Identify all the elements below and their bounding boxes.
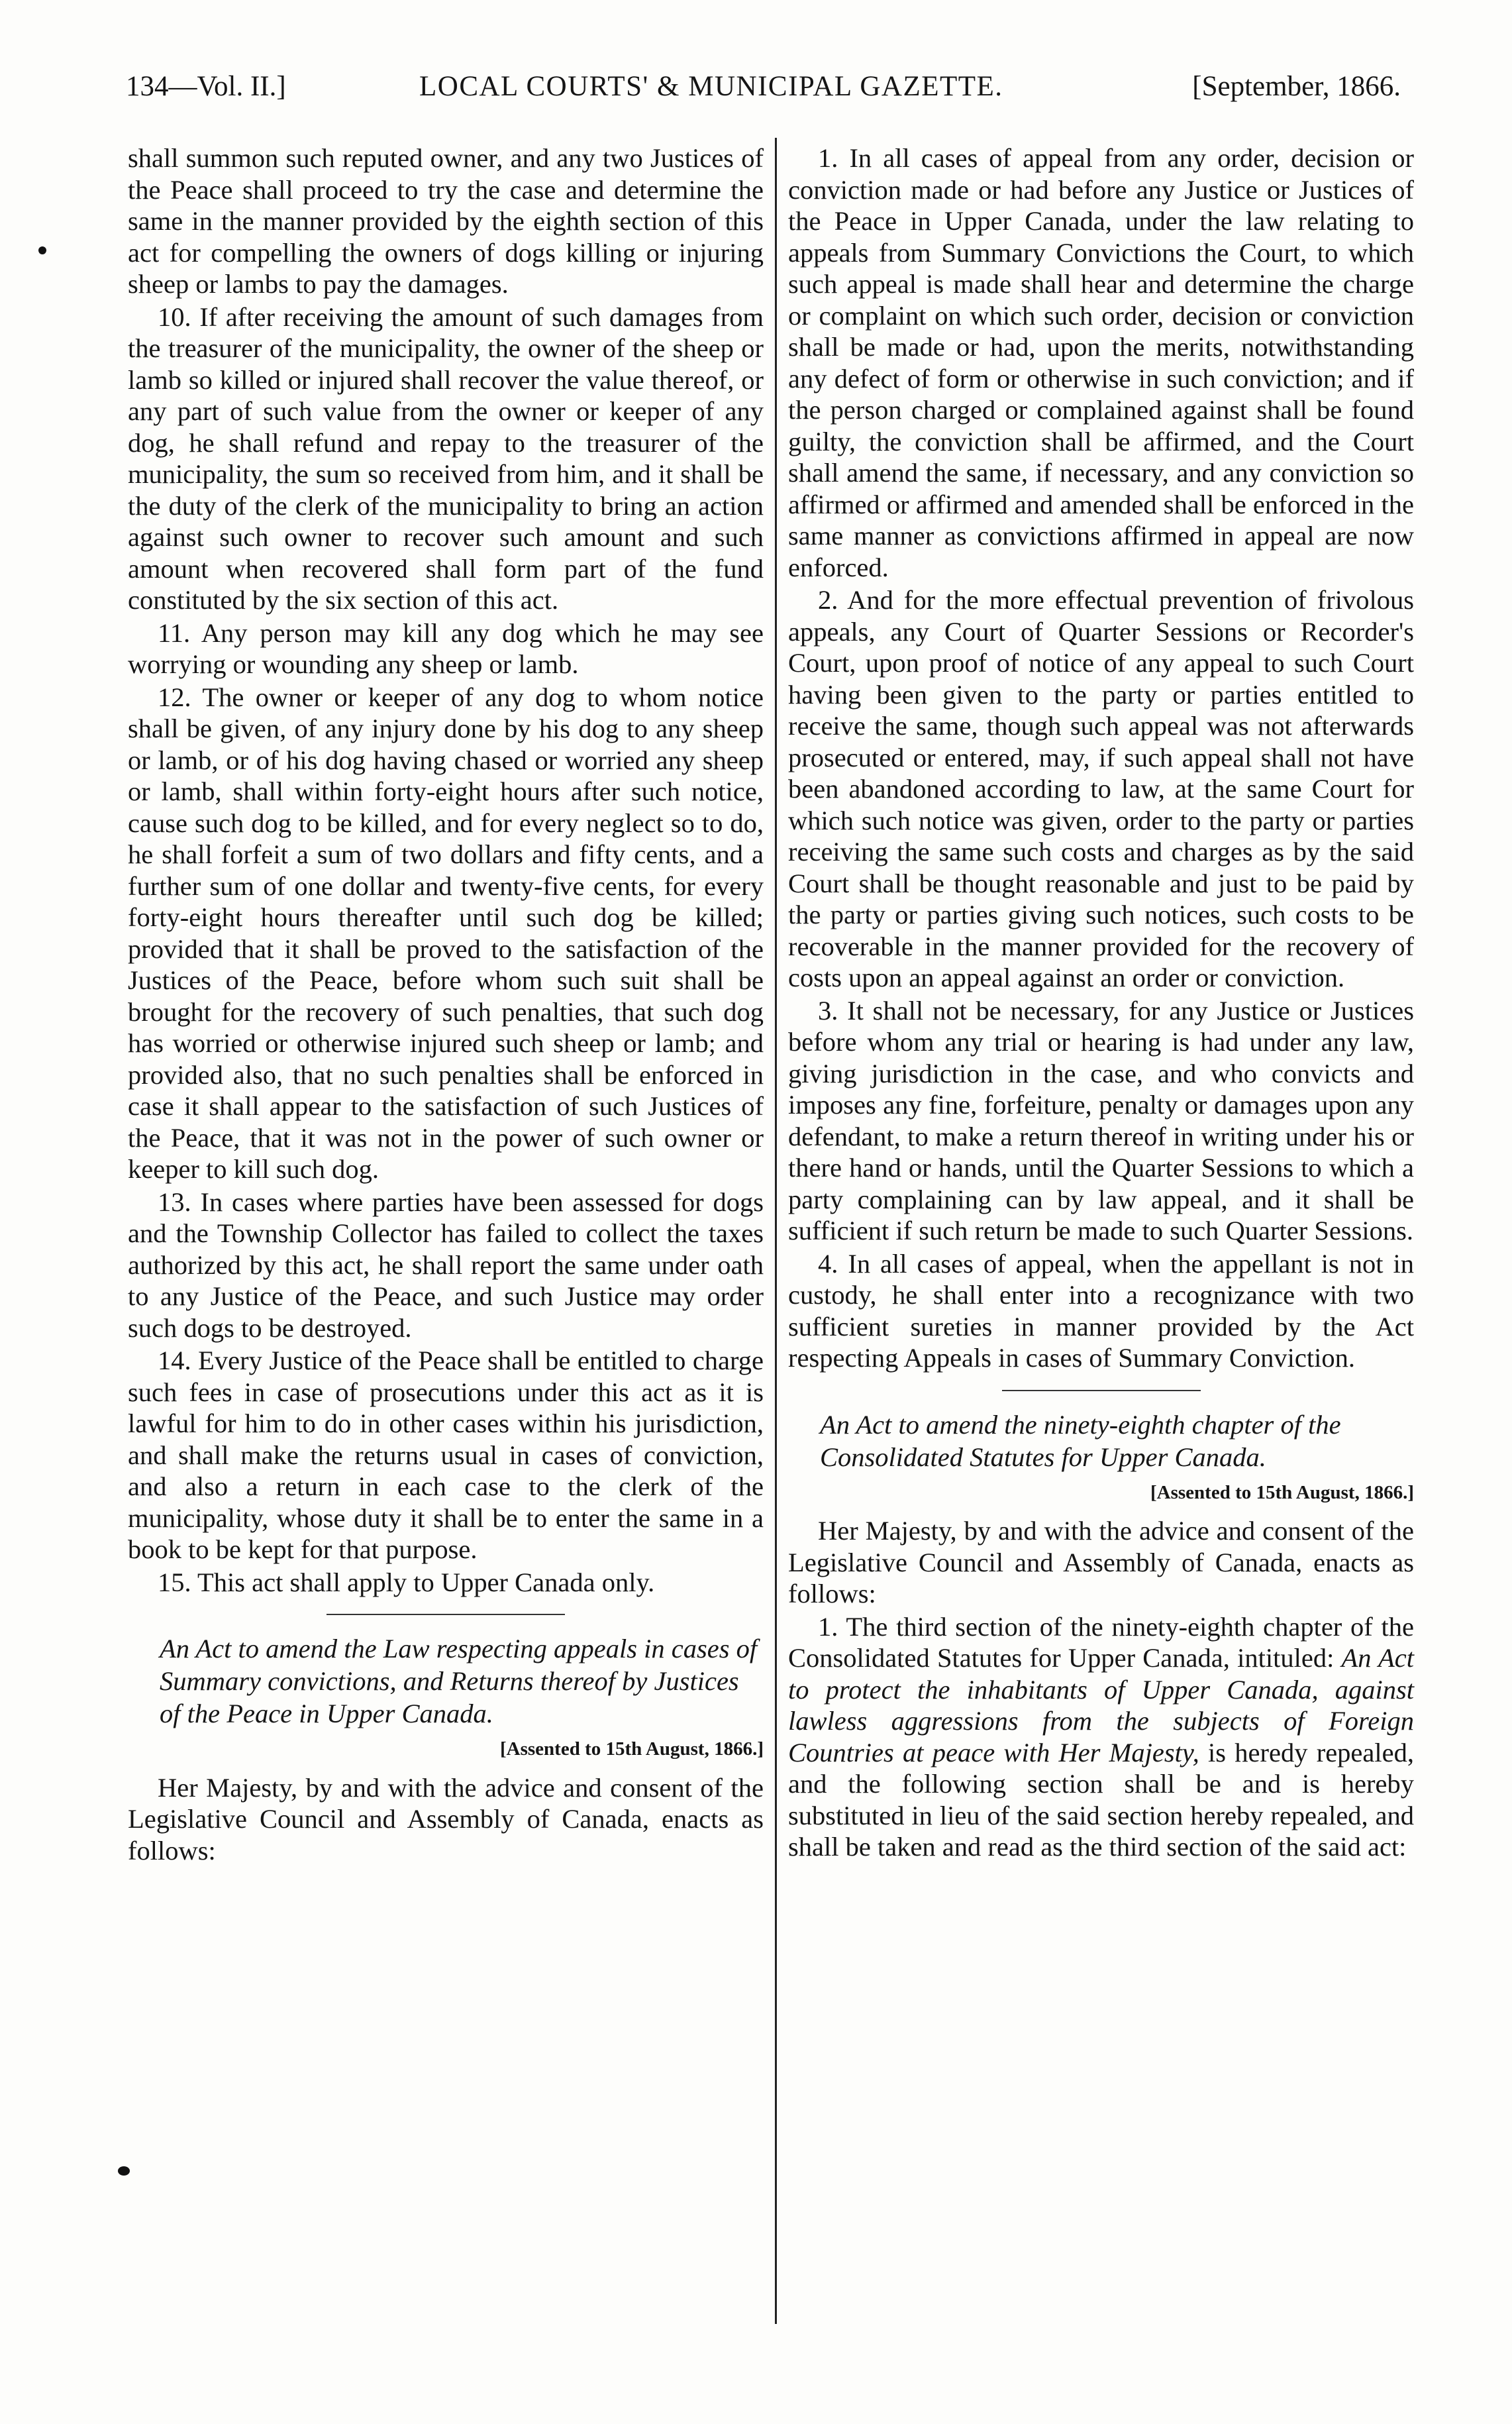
appeal-section-3: 3. It shall not be necessary, for any Justice or Justices before whom any trial or hearing is had under any law, giving jurisdiction in the case, and who convicts and imposes any fine, forfeiture, penalty or damages upon any defendant, to make a return thereof in writing under his or there hand or hands, until the Quarter Sessions to which a party complaining can by law appeal, and it shall be sufficient if such return be made to such Quarter Sessions.: [788, 995, 1414, 1245]
margin-mark: [38, 246, 46, 254]
appeal-section-2: 2. And for the more effectual prevention of frivolous appeals, any Court of Quarter Sessions or Recorder's Court, upon proof of notice of any appeal to such Court having been given to the party or parties entitled to receive the same, though such appeal was not afterwards prosecuted or entered, may, if such appeal shall not have been abandoned according to law, at the same Court for which such notice was given, order to the party or parties receiving the same such costs and charges as by the said Court shall be thought reasonable and just to be paid by the party or parties giving such notices, such costs to be recoverable in the manner provided for the recovery of costs upon an appeal against an order or conviction.: [788, 585, 1414, 992]
act-title-appeals: An Act to amend the Law respecting appeals in cases of Summary convictions, and Returns thereof by Justices of the Peace in Upper Canada.: [160, 1634, 758, 1728]
appeal-section-1: 1. In all cases of appeal from any order, decision or conviction made or had before any Justice or Justices of the Peace in Upper Canada, under the law relating to appeals from Summary Convictions the Court, to which such appeal is made shall hear and determine the charge or complaint on which such order, decision or conviction shall be made or had, upon the merits, notwithstanding any defect of form or otherwise in such conviction; and if the person charged or complained against shall be found guilty, the conviction shall be affirmed, and the Court shall amend the same, if necessary, and any conviction so affirmed or affirmed and amended shall be enforced in the same manner as convictions affirmed in appeal are now enforced.: [788, 143, 1414, 582]
section-divider: [327, 1614, 565, 1615]
enacting-clause: Her Majesty, by and with the advice and consent of the Legislative Council and Assembly of Canada, enacts as follows:: [128, 1772, 764, 1866]
act-citation: An Act to protect the inhabitants of Upper Canada, against lawless aggressions from the subjects of Foreign Countries at peace with Her Majesty,: [788, 1643, 1414, 1767]
section-15: 15. This act shall apply to Upper Canada only.: [158, 1567, 655, 1597]
enacting-clause: Her Majesty, by and with the advice and consent of the Legislative Council and Assembly of Canada, enacts as follows:: [788, 1516, 1414, 1608]
section-10: 10. If after receiving the amount of such damages from the treasurer of the municipality, the owner of the sheep or lamb so killed or injured shall recover the value thereof, or any part of such value from the owner or keeper of any dog, he shall refund and repay to the treasurer of the municipality, the sum so received from him, and it shall be the duty of the clerk of the municipality to bring an action against such owner to recover such amount and such amount when recovered shall form part of the fund constituted by the six section of this act.: [128, 301, 764, 615]
page-volume-label: 134—Vol. II.]: [126, 71, 286, 102]
section-1-intro: 1. The third section of the ninety-eighth chapter of the Consolidated Statutes for Upper Canada, intituled:: [788, 1611, 1414, 1673]
right-column: [788, 142, 1414, 1864]
assent-date: [Assented to 15th August, 1866.]: [1150, 1481, 1414, 1503]
column-divider: [775, 138, 777, 2324]
section-1-rest: is heredy repealed, and the following section shall be and is hereby substituted in lieu of the said section hereby repealed, and shall be taken and read as the third section of the said act:: [788, 1737, 1414, 1862]
act-title-chapter-98: An Act to amend the ninety-eighth chapter of the Consolidated Statutes for Upper Canada.: [820, 1409, 1341, 1472]
left-column: [128, 142, 764, 1868]
paragraph-continued: shall summon such reputed owner, and any two Justices of the Peace shall proceed to try the case and determine the same in the manner provided by the eighth section of this act for compelling the owners of dogs killing or injuring sheep or lambs to pay the damages.: [128, 143, 764, 299]
appeal-section-4: 4. In all cases of appeal, when the appellant is not in custody, he shall enter into a recognizance with two sufficient sureties in manner provided by the Act respecting Appeals in cases of Summary Conviction.: [788, 1248, 1414, 1373]
page-header: [126, 66, 1401, 113]
gazette-title: LOCAL COURTS' & MUNICIPAL GAZETTE.: [419, 71, 1003, 102]
assent-date: [Assented to 15th August, 1866.]: [500, 1738, 764, 1760]
section-11: 11. Any person may kill any dog which he may see worrying or wounding any sheep or lamb.: [128, 617, 764, 679]
section-divider: [1002, 1390, 1201, 1391]
section-13: 13. In cases where parties have been assessed for dogs and the Township Collector has failed to collect the taxes authorized by this act, he shall report the same under oath to any Justice of the Peace, and such Justice may order such dogs to be destroyed.: [128, 1186, 764, 1343]
margin-mark: [118, 2166, 130, 2176]
issue-date: [September, 1866.: [1192, 71, 1401, 102]
chapter-98-section-1: [788, 1611, 1414, 1863]
section-14: 14. Every Justice of the Peace shall be entitled to charge such fees in case of prosecutions under this act as it is lawful for him to do in other cases within his jurisdiction, and shall make the returns usual in cases of conviction, and also a return in each case to the clerk of the municipality, whose duty it shall be to enter the same in a book to be kept for that purpose.: [128, 1345, 764, 1564]
section-12: 12. The owner or keeper of any dog to whom notice shall be given, of any injury done by his dog to any sheep or lamb, or of his dog having chased or worried any sheep or lamb, shall within forty-eight hours after such notice, cause such dog to be killed, and for every neglect so to do, he shall forfeit a sum of two dollars and fifty cents, and a further sum of one dollar and twenty-five cents, for every forty-eight hours thereafter until such dog be killed; provided that it shall be proved to the satisfaction of the Justices of the Peace, before whom such suit shall be brought for the recovery of such penalties, that such dog has worried or otherwise injured such sheep or lamb; and provided also, that no such penalties shall be enforced in case it shall appear to the satisfaction of such Justices of the Peace, that it was not in the power of such owner or keeper to kill such dog.: [128, 682, 764, 1184]
